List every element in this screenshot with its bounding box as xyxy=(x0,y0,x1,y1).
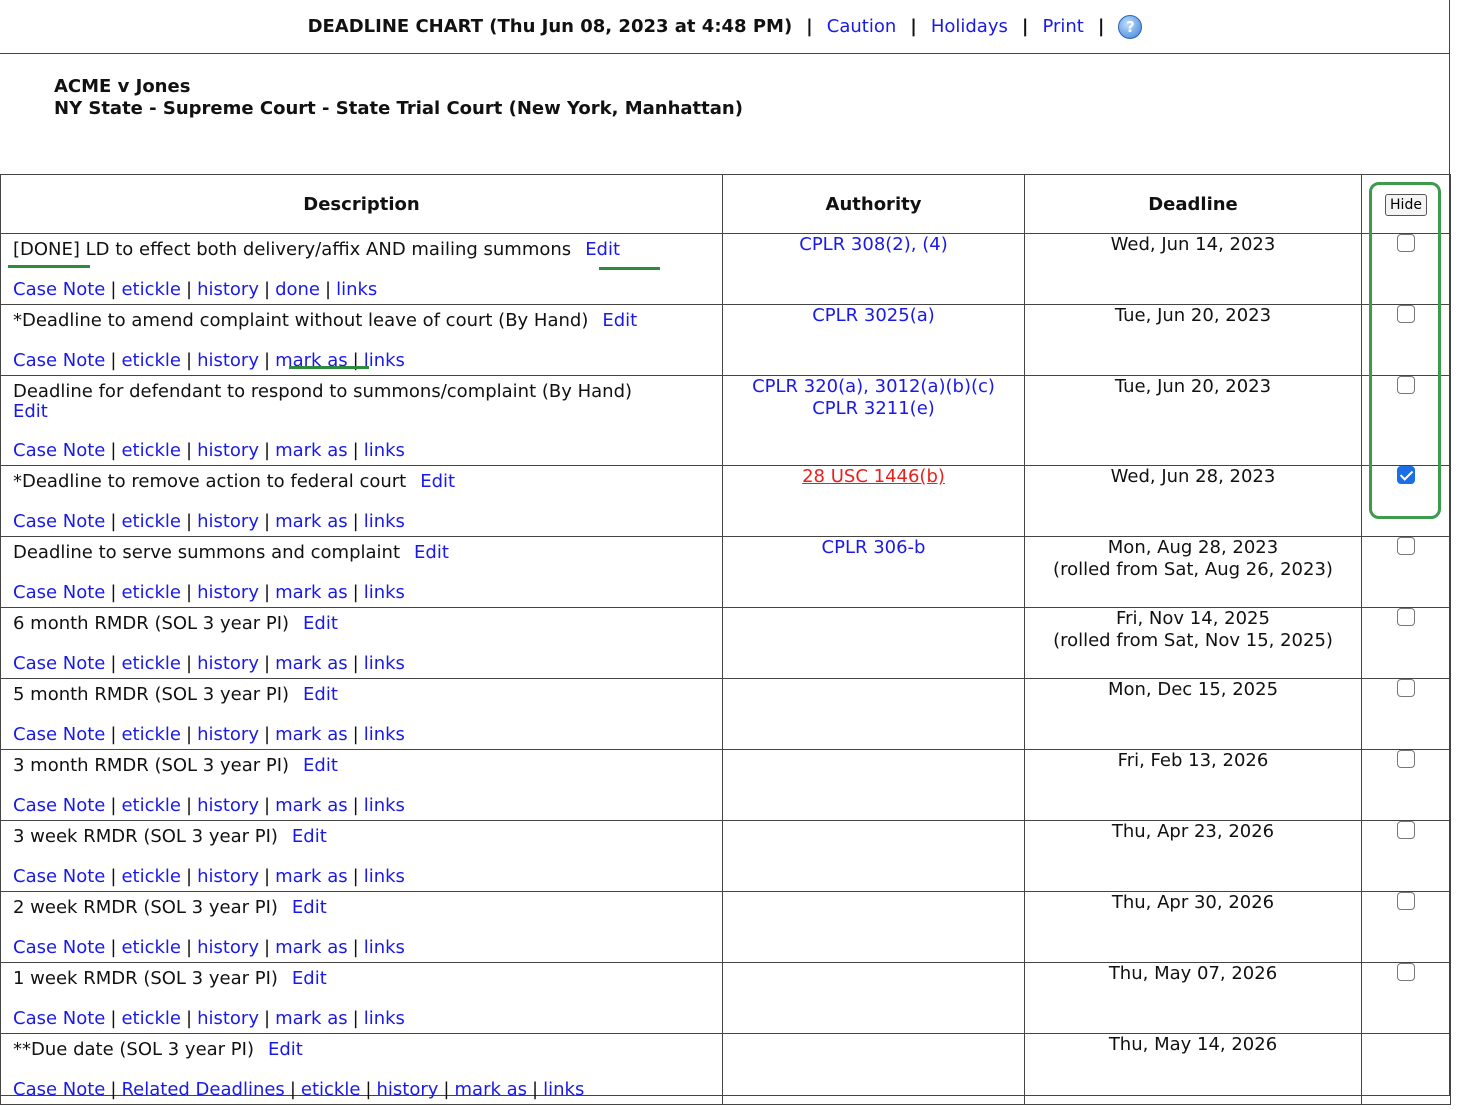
separator: | xyxy=(352,653,359,674)
case-info xyxy=(54,76,743,120)
separator: | xyxy=(352,440,359,461)
hide-checkbox[interactable] xyxy=(1397,608,1415,626)
done-link[interactable]: done xyxy=(275,279,320,300)
separator: | xyxy=(264,511,271,532)
authority-link[interactable]: 28 USC 1446(b) xyxy=(802,466,945,487)
hide-checkbox-cell xyxy=(1362,750,1451,821)
row-actions xyxy=(13,441,405,461)
edit-link[interactable]: Edit xyxy=(267,1039,303,1060)
table-row xyxy=(1,466,1451,537)
column-header-deadline: Deadline xyxy=(1025,175,1362,234)
separator: | xyxy=(264,582,271,603)
case-note-link[interactable]: Case Note xyxy=(13,653,106,674)
separator: | xyxy=(110,350,117,371)
history-link[interactable]: history xyxy=(197,724,259,745)
history-link[interactable]: history xyxy=(197,653,259,674)
edit-link[interactable]: Edit xyxy=(602,310,638,331)
separator: | xyxy=(1021,16,1029,37)
table-row xyxy=(1,821,1451,892)
deadline-cell xyxy=(1025,305,1362,376)
deadline-date: Tue, Jun 20, 2023 xyxy=(1114,376,1272,397)
separator: | xyxy=(110,440,117,461)
mark-as-link[interactable]: mark as xyxy=(275,440,348,461)
hide-checkbox[interactable] xyxy=(1397,679,1415,697)
row-actions xyxy=(13,867,405,887)
authority-cell xyxy=(723,1034,1025,1105)
authority-cell xyxy=(723,305,1025,376)
related-deadlines-link[interactable]: Related Deadlines xyxy=(121,1079,285,1100)
mark-as-link[interactable]: mark as xyxy=(275,582,348,603)
mark-as-link[interactable]: mark as xyxy=(275,350,348,371)
table-row xyxy=(1,537,1451,608)
deadline-cell xyxy=(1025,234,1362,305)
row-actions xyxy=(13,654,405,674)
links-link[interactable]: links xyxy=(363,511,405,532)
description-cell xyxy=(1,821,723,892)
separator: | xyxy=(352,582,359,603)
case-note-link[interactable]: Case Note xyxy=(13,582,106,603)
separator: | xyxy=(186,350,193,371)
description-text: 3 week RMDR (SOL 3 year PI) xyxy=(13,826,278,847)
separator: | xyxy=(352,724,359,745)
history-link[interactable]: history xyxy=(197,1008,259,1029)
case-note-link[interactable]: Case Note xyxy=(13,440,106,461)
hide-checkbox[interactable] xyxy=(1397,821,1415,839)
authority-link[interactable]: CPLR 320(a), 3012(a)(b)(c) xyxy=(752,376,995,397)
separator: | xyxy=(186,511,193,532)
case-name: ACME v Jones xyxy=(54,76,191,97)
separator: | xyxy=(264,350,271,371)
description-cell xyxy=(1,466,723,537)
table-row xyxy=(1,305,1451,376)
separator: | xyxy=(110,511,117,532)
row-actions xyxy=(13,938,405,958)
hide-checkbox[interactable] xyxy=(1397,750,1415,768)
authority-cell xyxy=(723,679,1025,750)
edit-link[interactable]: Edit xyxy=(303,684,338,705)
separator: | xyxy=(264,440,271,461)
description-text: Deadline for defendant to respond to summons/complaint (By Hand) xyxy=(13,381,633,402)
deadline-cell xyxy=(1025,679,1362,750)
history-link[interactable]: history xyxy=(197,511,259,532)
separator: | xyxy=(264,653,271,674)
deadline-cell xyxy=(1025,466,1362,537)
separator: | xyxy=(264,795,271,816)
help-icon[interactable]: ? xyxy=(1118,15,1142,39)
print-link[interactable]: Print xyxy=(1042,16,1084,37)
row-actions xyxy=(13,796,405,816)
etickle-link[interactable]: etickle xyxy=(121,653,181,674)
header-bar xyxy=(0,0,1450,54)
mark-as-link[interactable]: mark as xyxy=(275,866,348,887)
separator: | xyxy=(186,866,193,887)
edit-link[interactable]: Edit xyxy=(420,471,456,492)
separator: | xyxy=(264,724,271,745)
hide-checkbox[interactable] xyxy=(1397,963,1415,981)
authority-cell xyxy=(723,376,1025,466)
description-cell xyxy=(1,750,723,821)
row-actions xyxy=(13,280,377,300)
edit-link[interactable]: Edit xyxy=(291,968,327,989)
separator: | xyxy=(110,937,117,958)
mark-as-link[interactable]: mark as xyxy=(275,724,348,745)
row-actions xyxy=(13,583,405,603)
description-cell xyxy=(1,679,723,750)
description-text: **Due date (SOL 3 year PI) xyxy=(13,1039,254,1060)
deadline-cell xyxy=(1025,892,1362,963)
hide-checkbox-cell xyxy=(1362,1034,1451,1105)
court-name: NY State - Supreme Court - State Trial Court (New York, Manhattan) xyxy=(54,98,743,119)
deadline-cell xyxy=(1025,537,1362,608)
separator: | xyxy=(110,866,117,887)
separator: | xyxy=(1097,16,1105,37)
links-link[interactable]: links xyxy=(363,653,405,674)
mark-as-link[interactable]: mark as xyxy=(275,511,348,532)
authority-link[interactable]: CPLR 306-b xyxy=(821,537,926,558)
rolled-from-note: (rolled from Sat, Aug 26, 2023) xyxy=(1053,559,1333,580)
mark-as-underline-highlight xyxy=(289,366,369,369)
authority-cell xyxy=(723,750,1025,821)
authority-link[interactable]: CPLR 3211(e) xyxy=(812,398,935,419)
hide-checkbox[interactable] xyxy=(1397,537,1415,555)
caution-link[interactable]: Caution xyxy=(826,16,897,37)
history-link[interactable]: history xyxy=(197,866,259,887)
edit-link[interactable]: Edit xyxy=(585,239,621,260)
authority-cell xyxy=(723,821,1025,892)
deadline-date: Fri, Nov 14, 2025 xyxy=(1116,608,1270,629)
history-link[interactable]: history xyxy=(197,350,259,371)
separator: | xyxy=(186,795,193,816)
separator: | xyxy=(264,1008,271,1029)
hide-button[interactable]: Hide xyxy=(1385,194,1427,216)
description-text: 2 week RMDR (SOL 3 year PI) xyxy=(13,897,278,918)
mark-as-link[interactable]: mark as xyxy=(275,653,348,674)
authority-cell xyxy=(723,963,1025,1034)
mark-as-link[interactable]: mark as xyxy=(275,795,348,816)
separator: | xyxy=(110,1008,117,1029)
separator: | xyxy=(110,724,117,745)
deadline-cell xyxy=(1025,1034,1362,1105)
table-row xyxy=(1,1034,1451,1105)
authority-link[interactable]: CPLR 3025(a) xyxy=(812,305,935,326)
etickle-link[interactable]: etickle xyxy=(121,350,181,371)
description-cell xyxy=(1,1034,723,1105)
holidays-link[interactable]: Holidays xyxy=(930,16,1008,37)
separator: | xyxy=(264,866,271,887)
history-link[interactable]: history xyxy=(197,795,259,816)
rolled-from-note: (rolled from Sat, Nov 15, 2025) xyxy=(1053,630,1333,651)
deadline-date: Tue, Jun 20, 2023 xyxy=(1114,305,1272,326)
edit-link[interactable]: Edit xyxy=(414,542,449,563)
case-note-link[interactable]: Case Note xyxy=(13,350,106,371)
deadline-cell xyxy=(1025,821,1362,892)
mark-as-link[interactable]: mark as xyxy=(275,937,348,958)
separator: | xyxy=(443,1079,450,1100)
separator: | xyxy=(352,511,359,532)
links-link[interactable]: links xyxy=(363,724,405,745)
deadline-date: Thu, May 07, 2026 xyxy=(1108,963,1278,984)
case-note-link[interactable]: Case Note xyxy=(13,724,106,745)
hide-checkbox-cell xyxy=(1362,963,1451,1034)
separator: | xyxy=(110,1079,117,1100)
description-cell xyxy=(1,305,723,376)
deadline-table xyxy=(0,174,1451,1105)
deadline-date: Thu, Apr 23, 2026 xyxy=(1111,821,1275,842)
separator: | xyxy=(352,350,359,371)
separator: | xyxy=(352,937,359,958)
case-note-link[interactable]: Case Note xyxy=(13,511,106,532)
table-row xyxy=(1,892,1451,963)
separator: | xyxy=(264,279,271,300)
separator: | xyxy=(110,582,117,603)
hide-checkbox-cell xyxy=(1362,537,1451,608)
authority-cell xyxy=(723,234,1025,305)
table-row xyxy=(1,234,1451,305)
deadline-cell xyxy=(1025,608,1362,679)
history-link[interactable]: history xyxy=(197,279,259,300)
edit-underline-highlight xyxy=(599,267,660,270)
links-link[interactable]: links xyxy=(363,440,405,461)
deadline-date: Wed, Jun 28, 2023 xyxy=(1110,466,1276,487)
separator: | xyxy=(186,724,193,745)
hide-checkbox-cell xyxy=(1362,608,1451,679)
description-text: *Deadline to amend complaint without leave of court (By Hand) xyxy=(13,310,589,331)
hide-checkbox-cell xyxy=(1362,892,1451,963)
deadline-cell xyxy=(1025,750,1362,821)
deadline-date: Thu, Apr 30, 2026 xyxy=(1111,892,1275,913)
description-text: 5 month RMDR (SOL 3 year PI) xyxy=(13,684,290,705)
authority-cell xyxy=(723,466,1025,537)
authority-cell xyxy=(723,608,1025,679)
separator: | xyxy=(186,1008,193,1029)
links-link[interactable]: links xyxy=(363,795,405,816)
edit-link[interactable]: Edit xyxy=(303,755,338,776)
etickle-link[interactable]: etickle xyxy=(121,511,181,532)
separator: | xyxy=(186,440,193,461)
authority-link[interactable]: CPLR 308(2), (4) xyxy=(799,234,948,255)
history-link[interactable]: history xyxy=(197,440,259,461)
case-note-link[interactable]: Case Note xyxy=(13,795,106,816)
edit-link[interactable]: Edit xyxy=(13,401,48,422)
row-actions xyxy=(13,725,405,745)
authority-cell xyxy=(723,892,1025,963)
separator: | xyxy=(910,16,917,37)
links-link[interactable]: links xyxy=(363,937,405,958)
table-row xyxy=(1,750,1451,821)
done-underline-highlight xyxy=(8,265,90,268)
separator: | xyxy=(325,279,332,300)
deadline-date: Mon, Aug 28, 2023 xyxy=(1107,537,1279,558)
hide-checkbox-cell xyxy=(1362,821,1451,892)
description-cell xyxy=(1,963,723,1034)
links-link[interactable]: links xyxy=(363,866,405,887)
deadline-cell xyxy=(1025,376,1362,466)
etickle-link[interactable]: etickle xyxy=(121,582,181,603)
etickle-link[interactable]: etickle xyxy=(300,1079,361,1100)
column-header-description: Description xyxy=(1,175,723,234)
description-text: Deadline to serve summons and complaint xyxy=(13,542,401,563)
description-text: *Deadline to remove action to federal court xyxy=(13,471,407,492)
etickle-link[interactable]: etickle xyxy=(121,279,181,300)
description-text: 6 month RMDR (SOL 3 year PI) xyxy=(13,613,290,634)
description-text: 3 month RMDR (SOL 3 year PI) xyxy=(13,755,290,776)
table-header-row xyxy=(1,175,1451,234)
edit-link[interactable]: Edit xyxy=(303,613,338,634)
links-link[interactable]: links xyxy=(336,279,378,300)
separator: | xyxy=(352,866,359,887)
hide-checkbox[interactable] xyxy=(1397,892,1415,910)
separator: | xyxy=(365,1079,372,1100)
hide-checkbox-cell xyxy=(1362,679,1451,750)
description-cell xyxy=(1,376,723,466)
table-row xyxy=(1,679,1451,750)
separator: | xyxy=(806,16,813,37)
description-text: 1 week RMDR (SOL 3 year PI) xyxy=(13,968,278,989)
table-row xyxy=(1,963,1451,1034)
history-link[interactable]: history xyxy=(376,1079,439,1100)
links-link[interactable]: links xyxy=(363,1008,405,1029)
authority-cell xyxy=(723,537,1025,608)
separator: | xyxy=(186,279,193,300)
links-link[interactable]: links xyxy=(363,350,405,371)
history-link[interactable]: history xyxy=(197,937,259,958)
etickle-link[interactable]: etickle xyxy=(121,440,181,461)
separator: | xyxy=(352,795,359,816)
separator: | xyxy=(264,937,271,958)
deadline-date: Wed, Jun 14, 2023 xyxy=(1110,234,1276,255)
row-actions xyxy=(13,1080,584,1100)
description-text: [DONE] LD to effect both delivery/affix AND mailing summons xyxy=(13,239,572,260)
separator: | xyxy=(186,582,193,603)
case-note-link[interactable]: Case Note xyxy=(13,866,106,887)
deadline-date: Fri, Feb 13, 2026 xyxy=(1117,750,1269,771)
page-title: DEADLINE CHART (Thu Jun 08, 2023 at 4:48 PM) xyxy=(307,16,793,37)
column-header-authority: Authority xyxy=(723,175,1025,234)
etickle-link[interactable]: etickle xyxy=(121,724,181,745)
edit-link[interactable]: Edit xyxy=(291,826,327,847)
etickle-link[interactable]: etickle xyxy=(121,795,181,816)
description-cell xyxy=(1,537,723,608)
table-row xyxy=(1,608,1451,679)
etickle-link[interactable]: etickle xyxy=(121,866,181,887)
separator: | xyxy=(532,1079,539,1100)
hide-column-highlight xyxy=(1369,182,1441,519)
separator: | xyxy=(110,279,117,300)
etickle-link[interactable]: etickle xyxy=(121,937,181,958)
links-link[interactable]: links xyxy=(543,1079,585,1100)
deadline-cell xyxy=(1025,963,1362,1034)
case-note-link[interactable]: Case Note xyxy=(13,937,106,958)
separator: | xyxy=(186,937,193,958)
separator: | xyxy=(186,653,193,674)
row-actions xyxy=(13,1009,405,1029)
separator: | xyxy=(110,653,117,674)
description-cell xyxy=(1,892,723,963)
case-note-link[interactable]: Case Note xyxy=(13,279,106,300)
separator: | xyxy=(289,1079,296,1100)
case-note-link[interactable]: Case Note xyxy=(13,1079,106,1100)
separator: | xyxy=(352,1008,359,1029)
table-row xyxy=(1,376,1451,466)
deadline-date: Thu, May 14, 2026 xyxy=(1108,1034,1278,1055)
case-note-link[interactable]: Case Note xyxy=(13,1008,106,1029)
links-link[interactable]: links xyxy=(363,582,405,603)
etickle-link[interactable]: etickle xyxy=(121,1008,181,1029)
mark-as-link[interactable]: mark as xyxy=(454,1079,528,1100)
description-cell xyxy=(1,608,723,679)
row-actions xyxy=(13,512,405,532)
mark-as-link[interactable]: mark as xyxy=(275,1008,348,1029)
deadline-date: Mon, Dec 15, 2025 xyxy=(1107,679,1279,700)
separator: | xyxy=(110,795,117,816)
edit-link[interactable]: Edit xyxy=(291,897,327,918)
history-link[interactable]: history xyxy=(197,582,259,603)
